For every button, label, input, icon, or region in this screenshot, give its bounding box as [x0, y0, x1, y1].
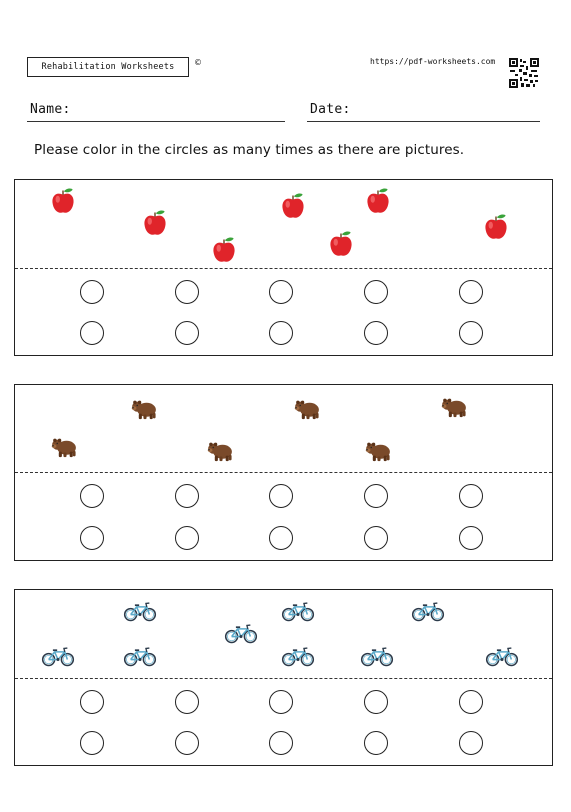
answer-circle[interactable] [80, 280, 104, 304]
answer-circle[interactable] [269, 526, 293, 550]
bicycle-panel [14, 589, 553, 766]
copyright-mark: © [194, 58, 202, 67]
answer-circle[interactable] [80, 731, 104, 755]
panel-divider [15, 678, 552, 679]
panel-divider [15, 472, 552, 473]
answer-circle[interactable] [175, 690, 199, 714]
apple-icon [141, 209, 169, 241]
bicycle-icon [360, 646, 394, 672]
bicycle-icon [411, 601, 445, 627]
apple-icon [482, 213, 510, 245]
answer-circle[interactable] [459, 484, 483, 508]
answer-circle[interactable] [364, 280, 388, 304]
bear-icon [207, 439, 235, 467]
name-line[interactable] [27, 121, 285, 122]
bicycle-icon [485, 646, 519, 672]
panel-divider [15, 268, 552, 269]
apple-icon [279, 192, 307, 224]
bear-icon [51, 435, 79, 463]
apple-icon [210, 236, 238, 268]
answer-circle[interactable] [80, 484, 104, 508]
apple-icon [49, 187, 77, 219]
answer-circle[interactable] [269, 690, 293, 714]
qr-code-icon [509, 58, 539, 88]
instruction-text: Please color in the circles as many times as there are pictures. [34, 142, 465, 158]
answer-circle[interactable] [269, 484, 293, 508]
apple-icon [364, 187, 392, 219]
answer-circle[interactable] [80, 526, 104, 550]
answer-circle[interactable] [459, 321, 483, 345]
answer-circle[interactable] [364, 731, 388, 755]
answer-circle[interactable] [269, 321, 293, 345]
answer-circle[interactable] [269, 731, 293, 755]
answer-circle[interactable] [175, 484, 199, 508]
answer-circle[interactable] [364, 484, 388, 508]
bear-icon [441, 395, 469, 423]
answer-circle[interactable] [175, 526, 199, 550]
answer-circle[interactable] [459, 731, 483, 755]
answer-circle[interactable] [175, 731, 199, 755]
answer-circle[interactable] [175, 280, 199, 304]
answer-circle[interactable] [459, 690, 483, 714]
bicycle-icon [224, 623, 258, 649]
website-url: https://pdf-worksheets.com [370, 57, 496, 66]
bear-icon [365, 439, 393, 467]
answer-circle[interactable] [459, 280, 483, 304]
answer-circle[interactable] [269, 280, 293, 304]
answer-circle[interactable] [364, 526, 388, 550]
bicycle-icon [41, 646, 75, 672]
bear-panel [14, 384, 553, 561]
bicycle-icon [123, 601, 157, 627]
name-label: Name: [30, 102, 71, 117]
bicycle-icon [281, 646, 315, 672]
answer-circle[interactable] [175, 321, 199, 345]
worksheet-title-box [27, 57, 189, 77]
worksheet-title: Rehabilitation Worksheets [41, 62, 175, 72]
answer-circle[interactable] [80, 690, 104, 714]
answer-circle[interactable] [364, 690, 388, 714]
date-line[interactable] [307, 121, 540, 122]
bear-icon [294, 397, 322, 425]
answer-circle[interactable] [459, 526, 483, 550]
answer-circle[interactable] [80, 321, 104, 345]
apple-panel [14, 179, 553, 356]
bear-icon [131, 397, 159, 425]
date-label: Date: [310, 102, 351, 117]
apple-icon [327, 230, 355, 262]
bicycle-icon [123, 646, 157, 672]
bicycle-icon [281, 601, 315, 627]
answer-circle[interactable] [364, 321, 388, 345]
